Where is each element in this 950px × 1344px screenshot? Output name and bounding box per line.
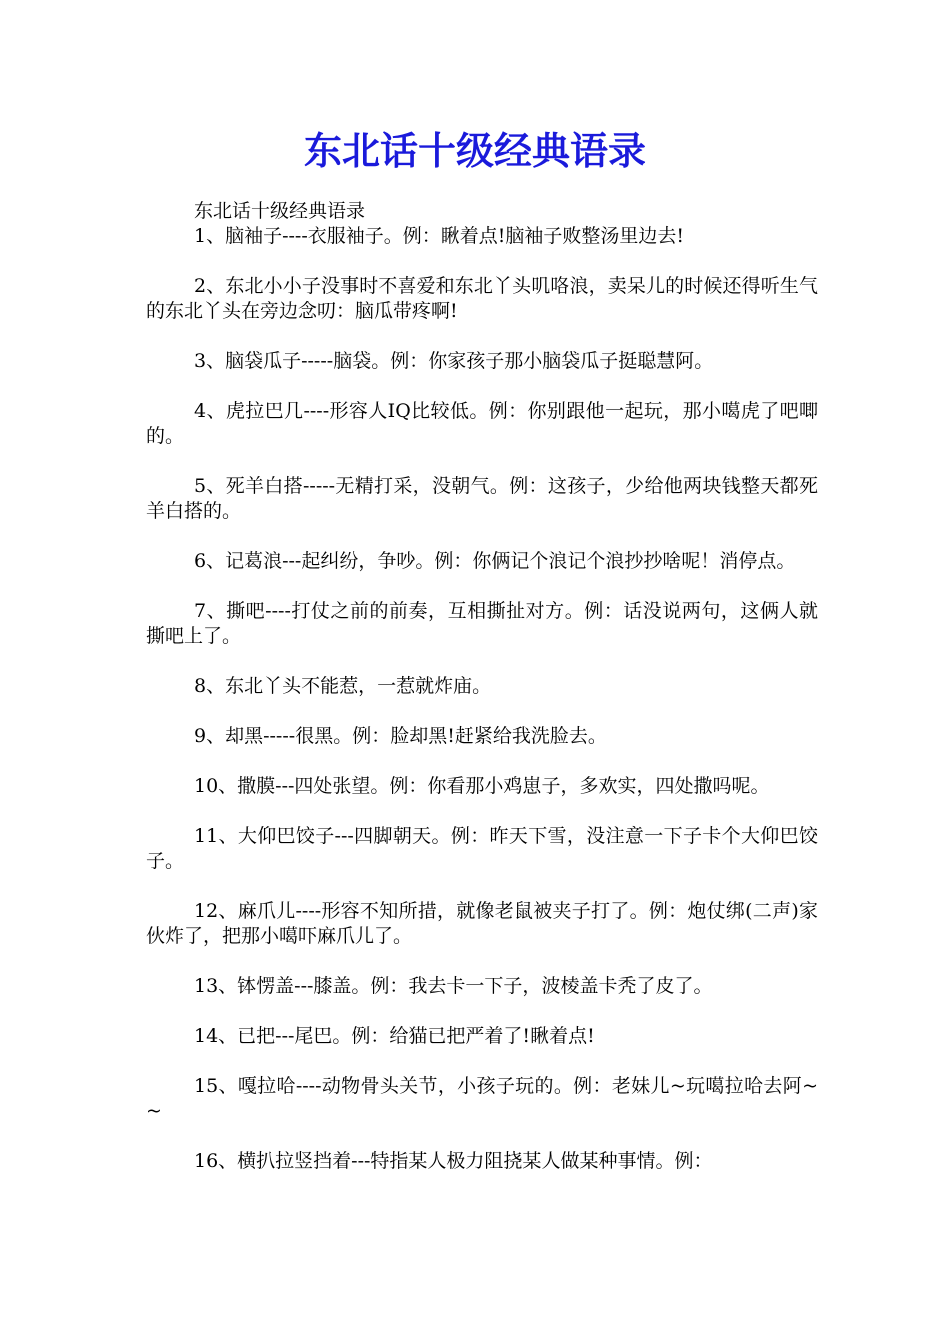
entry-11: 11、大仰巴饺子---四脚朝天。例：昨天下雪，没注意一下子卡个大仰巴饺子。 (146, 825, 818, 872)
page-title: 东北话十级经典语录 (303, 128, 646, 173)
document-body (146, 199, 818, 1199)
entry-8: 8、东北丫头不能惹，一惹就炸庙。 (194, 675, 492, 697)
entry-5: 5、死羊白搭-----无精打采，没朝气。例：这孩子，少给他两块钱整天都死羊白搭的。 (146, 475, 818, 522)
document-subtitle: 东北话十级经典语录 (194, 200, 366, 222)
entry-7: 7、撕吧----打仗之前的前奏，互相撕扯对方。例：话没说两句，这俩人就撕吧上了。 (146, 600, 818, 647)
entry-4: 4、虎拉巴几----形容人IQ比较低。例：你别跟他一起玩，那小噶虎了吧唧的。 (146, 400, 818, 447)
entry-16: 16、横扒拉竖挡着---特指某人极力阻挠某人做某种事情。例： (194, 1150, 713, 1172)
entry-9: 9、却黑-----很黑。例：脸却黑!赶紧给我洗脸去。 (194, 725, 607, 747)
entry-14: 14、已把---尾巴。例：给猫已把严着了!瞅着点! (194, 1025, 595, 1047)
entry-13: 13、钵愣盖---膝盖。例：我去卡一下子，波棱盖卡秃了皮了。 (194, 975, 713, 997)
entry-15: 15、嘎拉哈----动物骨头关节，小孩子玩的。例：老妹儿~玩噶拉哈去阿~~ (146, 1075, 818, 1122)
entry-10: 10、撒膜---四处张望。例：你看那小鸡崽子，多欢实，四处撒吗呢。 (194, 775, 770, 797)
entry-1: 1、脑袖子----衣服袖子。例：瞅着点!脑袖子败整汤里边去! (194, 225, 685, 247)
entry-2: 2、东北小小子没事时不喜爱和东北丫头叽咯浪，卖呆儿的时候还得听生气的东北丫头在旁边念叨：脑瓜带疼啊! (146, 275, 818, 322)
entry-12: 12、麻爪儿----形容不知所措，就像老鼠被夹子打了。例：炮仗绑(二声)家伙炸了，把那小噶吓麻爪儿了。 (146, 900, 818, 947)
entry-3: 3、脑袋瓜子-----脑袋。例：你家孩子那小脑袋瓜子挺聪慧阿。 (194, 350, 714, 372)
entry-6: 6、记葛浪---起纠纷，争吵。例：你俩记个浪记个浪抄抄啥呢！消停点。 (194, 550, 796, 572)
